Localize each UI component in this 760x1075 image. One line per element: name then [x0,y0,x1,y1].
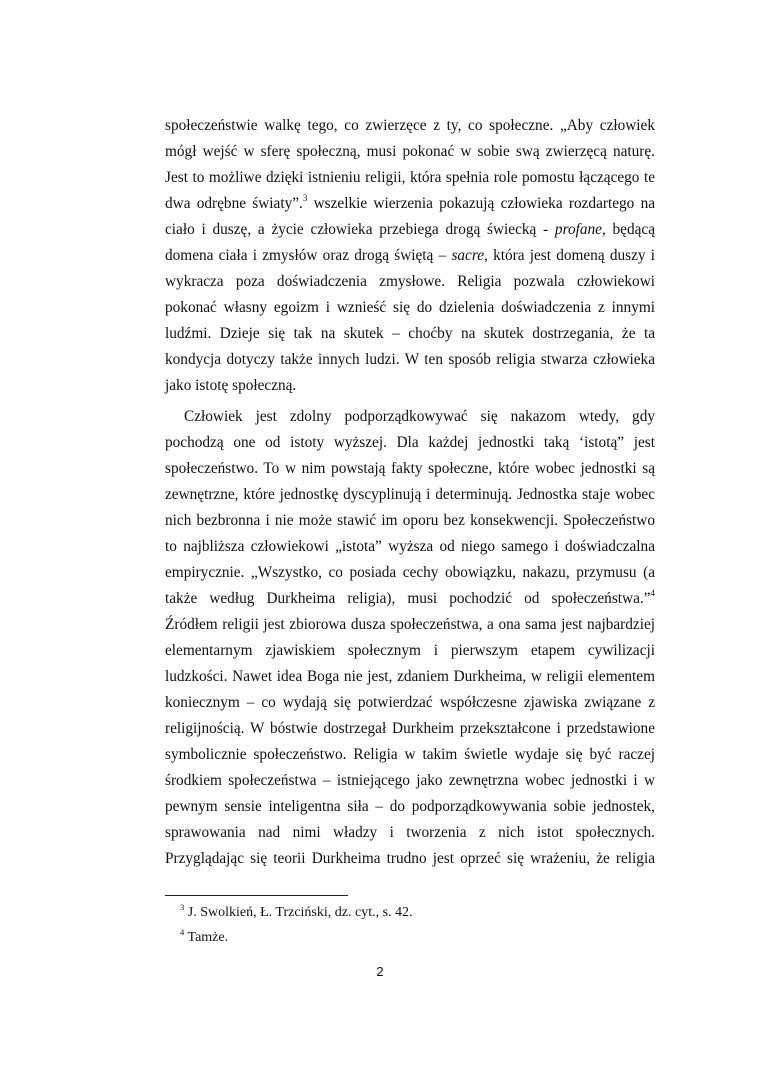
text-line: kondycja dotyczy także innych ludzi. W ten sposób religia stwarza człowieka [165,351,655,368]
text-line: Przyglądając się teorii Durkheima trudno jest oprzeć się wrażeniu, że religia [165,850,655,867]
footnote-text: Tamże. [184,930,229,945]
text-line: to najbliższa człowiekowi „istota” wyższa od niego samego i doświadczalna [165,538,655,555]
footnote-reference: 3 [302,193,308,203]
text-line: środkiem społeczeństwa – istniejącego jako zewnętrzna wobec jednostki i w [165,772,655,789]
text-line: koniecznym – co wydają się potwierdzać współczesne zjawiska związane z [165,694,655,711]
text-line: społeczeństwie walkę tego, co zwierzęce z ty, co społeczne. „Aby człowiek [165,117,655,134]
text-line: pewnym sensie inteligentna siła – do podporządkowywania sobie jednostek, [165,798,655,815]
text-line: ludzkości. Nawet idea Boga nie jest, zdaniem Durkheima, w religii elementem [165,668,655,685]
text-line: ludźmi. Dzieje się tak na skutek – choćby na skutek dostrzegania, że ta [165,325,655,342]
text-segment: domena ciała i zmysłów oraz drogą świętą – [165,247,452,264]
text-line: pokonać własny egoizm i wznieść się do dzielenia doświadczenia z innymi [165,299,655,316]
page-number: 2 [376,964,384,979]
text-line: społeczeństwo. To w nim powstają fakty społeczne, które wobec jednostki są [165,460,655,477]
text-line: mógł wejść w sferę społeczną, musi pokonać w sobie swą zwierzęcą naturę. [165,143,655,160]
footnote-number: 4 [180,927,185,937]
text-line: wykracza poza doświadczenia zmysłowe. Religia pozwala człowiekowi [165,273,655,290]
text-segment: dwa odrębne światy”. [165,195,303,212]
footnote-text: J. Swolkień, Ł. Trzciński, dz. cyt., s. 42. [184,905,413,920]
footnote-reference: 4 [650,588,655,598]
paragraph-first-line: Człowiek jest zdolny podporządkowywać się nakazom wtedy, gdy [184,408,655,425]
text-line: Źródłem religii jest zbiorowa dusza społeczeństwa, a ona sama jest najbardziej [165,616,655,633]
text-line [165,589,655,609]
footnote-number: 3 [180,902,185,912]
text-line: empirycznie. „Wszystko, co posiada cechy obowiązku, nakazu, przymusu (a [165,564,655,581]
footnote [180,904,413,922]
text-line: nich bezbronna i nie może stawić im oporu bez konsekwencji. Społeczeństwo [165,512,655,529]
text-line [165,246,655,266]
footnote [180,929,228,947]
text-segment: , która jest domeną duszy i [484,247,656,264]
text-line: zewnętrzne, które jednostkę dyscyplinują i determinują. Jednostka staje wobec [165,486,655,503]
text-segment: ciało i duszę, a życie człowieka przebiega drogą świecką - [165,221,555,238]
text-line: pochodzą one od istoty wyższej. Dla każdej jednostki taką ‘istotą” jest [165,434,655,451]
text-segment: , będącą [601,221,655,238]
text-line: symbolicznie społeczeństwo. Religia w takim świetle wydaje się być raczej [165,746,655,763]
text-line: jako istotę społeczną. [165,377,297,394]
text-segment: wszelkie wierzenia pokazują człowieka rozdartego na [307,195,656,212]
italic-term: profane [554,221,602,238]
italic-term: sacre [451,247,485,264]
text-line: Jest to możliwe dzięki istnieniu religii, która spełnia role pomostu łączącego te [165,169,655,186]
text-segment: także według Durkheima religia), musi pochodzić od społeczeństwa.” [165,590,651,607]
text-line [165,220,655,240]
text-line: elementarnym zjawiskiem społecznym i pierwszym etapem cywilizacji [165,642,655,659]
footnote-separator [165,895,348,896]
text-line: sprawowania nad nimi władzy i tworzenia z nich istot społecznych. [165,824,655,841]
text-line: religijnością. W bóstwie dostrzegał Durkheim przekształcone i przedstawione [165,720,655,737]
text-line [165,194,655,214]
